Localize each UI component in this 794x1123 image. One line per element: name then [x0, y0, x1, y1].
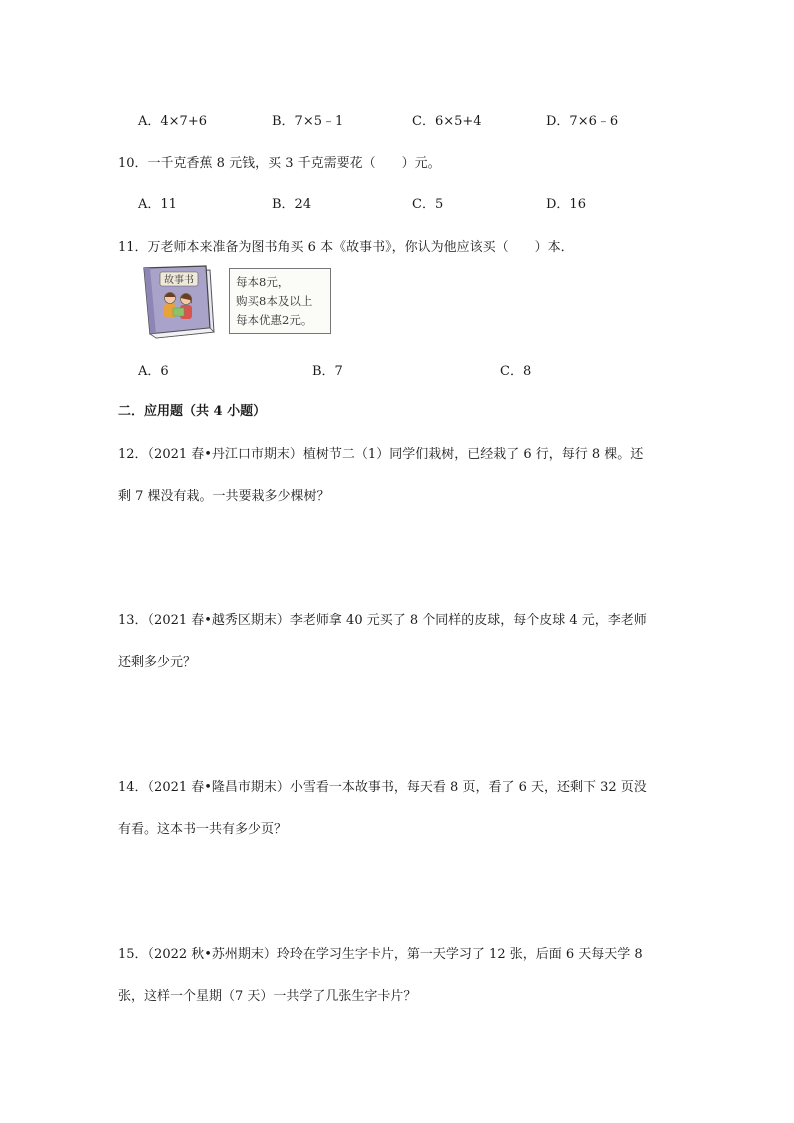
q11-text: 11．万老师本来准备为图书角买 6 本《故事书》，你认为他应该买（ ）本． — [118, 240, 574, 255]
q10-option-b: B．24 — [272, 197, 312, 212]
q14-line-1: 14．（2021 春•隆昌市期末）小雪看一本故事书，每天看 8 页，看了 6 天，还剩下 32 页没 — [118, 780, 647, 795]
q15-line-2: 张，这样一个星期（7 天）一共学了几张生字卡片？ — [118, 989, 417, 1004]
book-cover-title: 故事书 — [164, 275, 194, 286]
q13-line-2: 还剩多少元？ — [118, 655, 197, 670]
q9-option-a: A．4×7+6 — [138, 114, 207, 129]
q12-line-1: 12．（2021 春•丹江口市期末）植树节二（1）同学们栽树，已经栽了 6 行，每行 8 棵。还 — [118, 447, 644, 462]
q10-option-c: C．5 — [412, 197, 444, 212]
q13-line-1: 13．（2021 春•越秀区期末）李老师拿 40 元买了 8 个同样的皮球，每个皮球 4 元，李老师 — [118, 613, 647, 628]
q9-option-d: D．7×6﹣6 — [546, 114, 619, 129]
storybook-illustration — [138, 264, 218, 344]
q10-option-d: D．16 — [546, 197, 586, 212]
q10-option-a: A．11 — [138, 197, 177, 212]
q11-option-b: B．7 — [312, 364, 343, 379]
q10-text: 10．一千克香蕉 8 元钱，买 3 千克需要花（ ）元。 — [118, 156, 441, 171]
q11-option-c: C．8 — [500, 364, 532, 379]
q9-option-c: C．6×5+4 — [412, 114, 482, 129]
price-note-line: 购买8本及以上 — [236, 294, 313, 308]
q11-option-a: A．6 — [138, 364, 169, 379]
price-note-line: 每本优惠2元。 — [236, 313, 313, 327]
section-heading: 二．应用题（共 4 小题） — [118, 404, 267, 419]
price-note — [229, 268, 331, 334]
price-note-line: 每本8元， — [236, 275, 290, 289]
q14-line-2: 有看。这本书一共有多少页？ — [118, 822, 288, 837]
q15-line-1: 15．（2022 秋•苏州期末）玲玲在学习生字卡片，第一天学习了 12 张，后面 6 天每天学 8 — [118, 947, 643, 962]
q12-line-2: 剩 7 棵没有栽。一共要栽多少棵树？ — [118, 489, 330, 504]
q9-option-b: B．7×5﹣1 — [272, 114, 344, 129]
